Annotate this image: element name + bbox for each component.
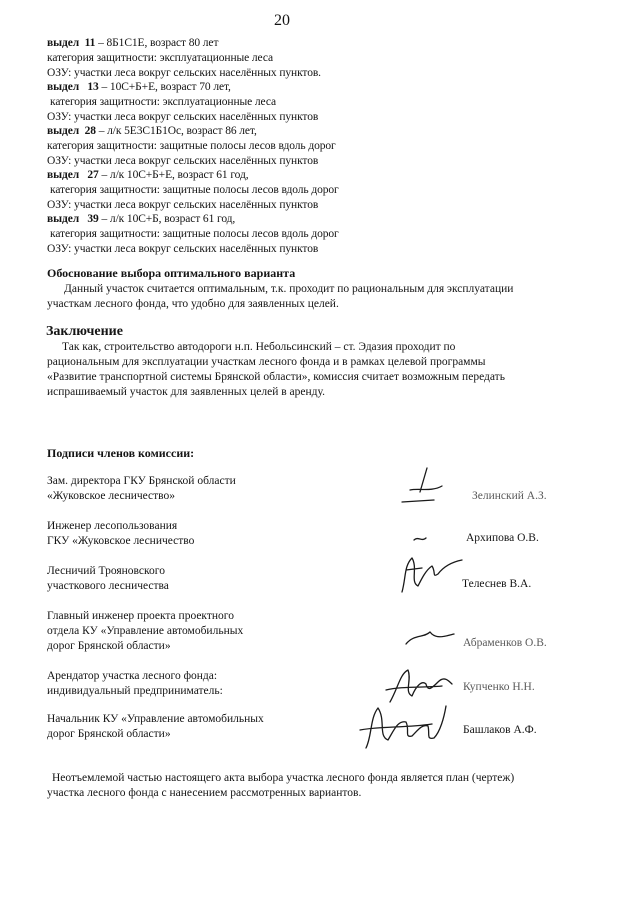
member-name: Архипова О.В. [466,532,539,544]
plot-header: выдел 39 – л/к 10С+Б, возраст 61 год, [47,213,236,225]
member-name: Купченко Н.Н. [463,681,535,693]
member-role: дорог Брянской области» [47,728,171,740]
plot-ozu: ОЗУ: участки леса вокруг сельских населённых пунктов [47,111,319,123]
signature-mark [392,548,472,598]
plot-category: категория защитности: эксплуатационные леса [47,52,273,64]
member-name: Зелинский А.З. [472,490,547,502]
member-name: Абраменков О.В. [463,637,547,649]
conclusion-line: Так как, строительство автодороги н.п. Небольсинский – ст. Эдазия проходит по [62,341,456,353]
plot-header: выдел 11 – 8Б1С1Е, возраст 80 лет [47,37,219,49]
member-role: Начальник КУ «Управление автомобильных [47,713,264,725]
member-role: Главный инженер проекта проектного [47,610,234,622]
member-role: «Жуковское лесничество» [47,490,176,502]
plot-ozu: ОЗУ: участки леса вокруг сельских населённых пунктов [47,155,319,167]
plot-header: выдел 13 – 10С+Б+Е, возраст 70 лет, [47,81,231,93]
plot-category: категория защитности: защитные полосы лесов вдоль дорог [47,140,336,152]
page-number: 20 [274,12,290,29]
conclusion-line: рациональным для эксплуатации участкам лесного фонда и в рамках целевой программы [47,356,486,368]
footer-line: участка лесного фонда с нанесением рассмотренных вариантов. [47,787,362,799]
signature-mark [356,696,452,756]
member-name: Телеснев В.А. [462,578,532,590]
signature-mark [392,462,452,512]
footer-line: Неотъемлемой частью настоящего акта выбора участка лесного фонда является план (чертеж) [52,772,515,784]
plot-ozu: ОЗУ: участки леса вокруг сельских населённых пунктов [47,243,319,255]
conclusion-title: Заключение [46,324,123,339]
plot-category: категория защитности: защитные полосы лесов вдоль дорог [50,228,339,240]
member-name: Башлаков А.Ф. [463,724,537,736]
signature-mark [410,528,440,548]
member-role: Зам. директора ГКУ Брянской области [47,475,236,487]
plot-header: выдел 28 – л/к 5Е3С1Б1Ос, возраст 86 лет, [47,125,257,137]
conclusion-line: испрашиваемый участок для заявленных целей в аренду. [47,386,325,398]
member-role: Лесничий Трояновского [47,565,165,577]
member-role: дорог Брянской области» [47,640,171,652]
plot-ozu: ОЗУ: участки леса вокруг сельских населённых пунктов [47,199,319,211]
plot-ozu: ОЗУ: участки леса вокруг сельских населённых пунктов. [47,67,321,79]
member-role: ГКУ «Жуковское лесничество [47,535,195,547]
plot-category: категория защитности: защитные полосы лесов вдоль дорог [50,184,339,196]
justification-title: Обоснование выбора оптимального варианта [47,266,296,280]
conclusion-line: «Развитие транспортной системы Брянской области», комиссия считает возможным передать [47,371,505,383]
member-role: индивидуальный предприниматель: [47,685,223,697]
plot-category: категория защитности: эксплуатационные леса [50,96,276,108]
plot-header: выдел 27 – л/к 10С+Б+Е, возраст 61 год, [47,169,249,181]
justification-line: Данный участок считается оптимальным, т.к. проходит по рациональным для эксплуатации [64,283,514,295]
member-role: Инженер лесопользования [47,520,178,532]
signature-mark [400,624,460,654]
member-role: отдела КУ «Управление автомобильных [47,625,244,637]
signatures-title: Подписи членов комиссии: [47,446,195,460]
member-role: Арендатор участка лесного фонда: [47,670,218,682]
justification-line: участкам лесного фонда, что удобно для заявленных целей. [47,298,339,310]
member-role: участкового лесничества [47,580,169,592]
